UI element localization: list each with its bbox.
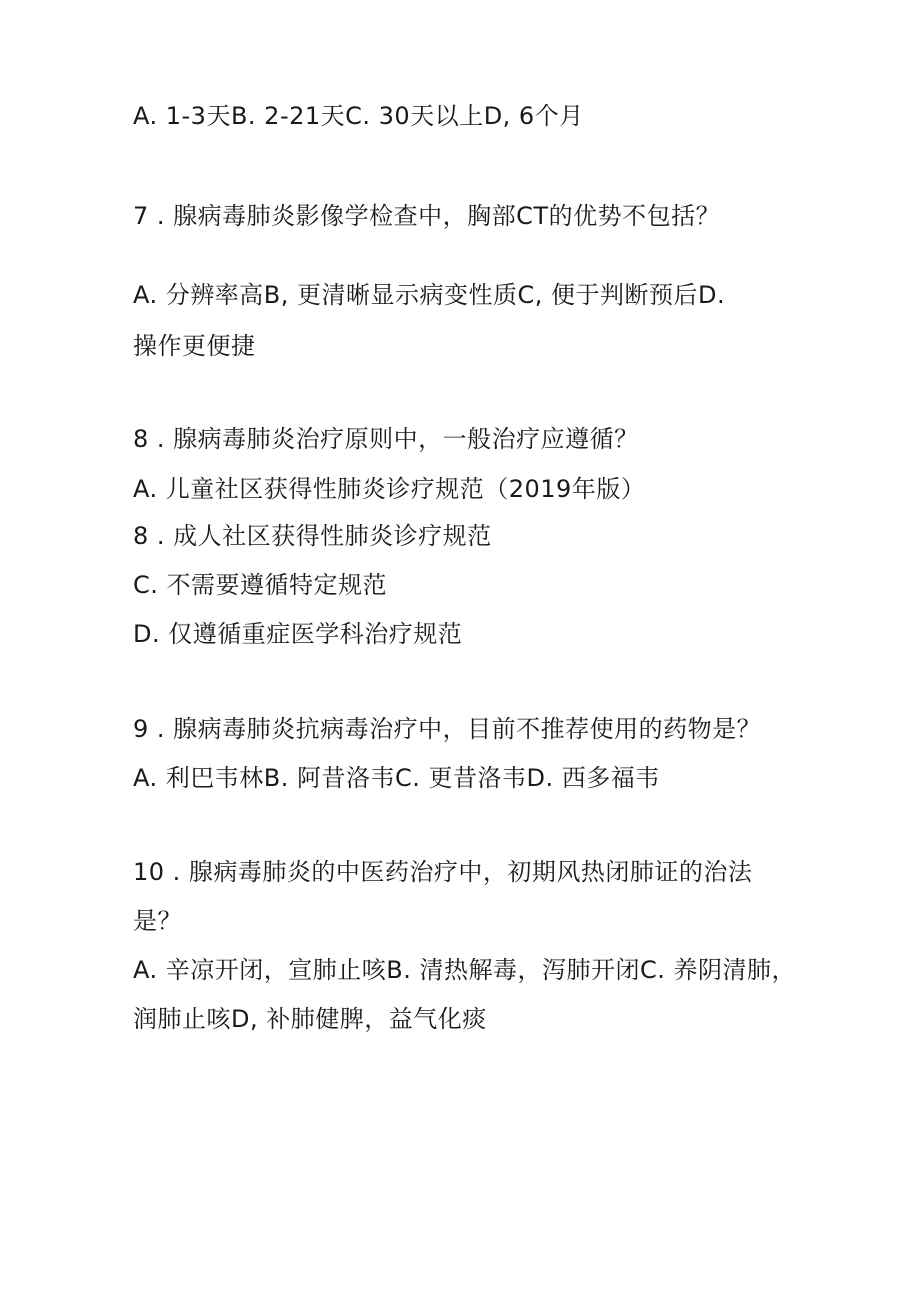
q8-option-a: A. 儿童社区获得性肺炎诊疗规范（2019年版） bbox=[133, 475, 646, 503]
q10-options-line1: A. 辛凉开闭，宣肺止咳B. 清热解毒，泻肺开闭C. 养阴清肺， bbox=[133, 956, 796, 984]
q9-options: A. 利巴韦林B. 阿昔洛韦C. 更昔洛韦D. 西多福韦 bbox=[133, 764, 660, 792]
q10-options-line2: 润肺止咳D, 补肺健脾，益气化痰 bbox=[133, 1005, 487, 1033]
q9-question: 9 . 腺病毒肺炎抗病毒治疗中，目前不推荐使用的药物是？ bbox=[133, 715, 762, 743]
q8-option-b: 8 . 成人社区获得性肺炎诊疗规范 bbox=[133, 522, 492, 550]
q7-options-line2: 操作更便捷 bbox=[133, 332, 256, 360]
q8-option-c: C. 不需要遵循特定规范 bbox=[133, 571, 388, 599]
q10-question-line2: 是？ bbox=[133, 907, 182, 935]
q7-options-line1: A. 分辨率高B, 更清晰显示病变性质C, 便于判断预后D. bbox=[133, 281, 726, 309]
q8-option-d: D. 仅遵循重症医学科治疗规范 bbox=[133, 620, 463, 648]
q7-question: 7 . 腺病毒肺炎影像学检查中，胸部CT的优势不包括？ bbox=[133, 202, 721, 230]
q8-question: 8 . 腺病毒肺炎治疗原则中，一般治疗应遵循？ bbox=[133, 425, 639, 453]
q6-options: A. 1-3天B. 2-21天C. 30天以上D, 6个月 bbox=[133, 102, 584, 130]
q10-question-line1: 10 . 腺病毒肺炎的中医药治疗中，初期风热闭肺证的治法 bbox=[133, 858, 753, 886]
